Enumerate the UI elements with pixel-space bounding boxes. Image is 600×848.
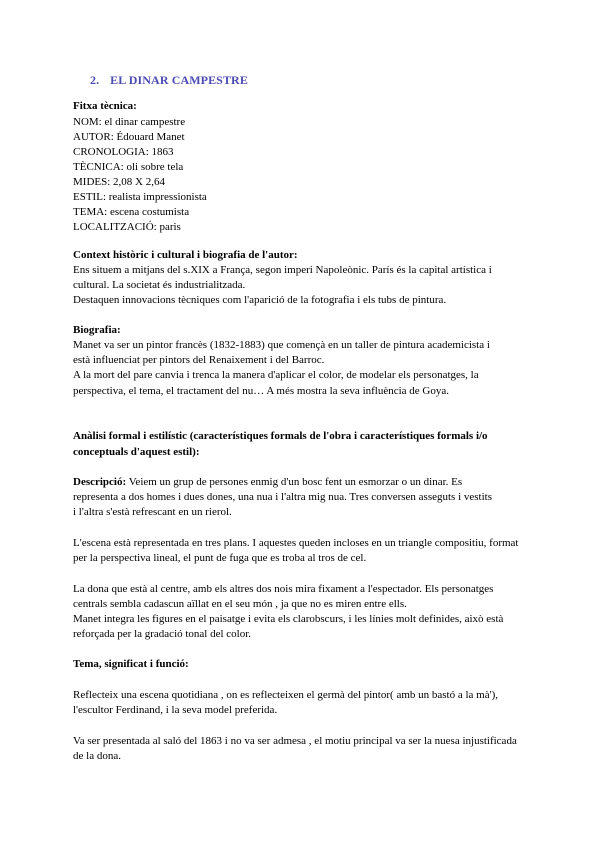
biografia-line: Manet va ser un pintor francès (1832-1883) que començà en un taller de pintura academicista i bbox=[73, 339, 490, 351]
biografia-title: Biografia: bbox=[73, 324, 121, 336]
biografia-line: A la mort del pare canvia i trenca la manera d'aplicar el color, de modelar els personatges, la bbox=[73, 369, 479, 381]
biografia-line: perspectiva, el tema, el tractament del nu… A més mostra la seva influència de Goya. bbox=[73, 385, 450, 397]
fitxa-tecnica: TÈCNICA: oli sobre tela bbox=[73, 161, 184, 173]
dona-line: reforçada per la gradació tonal del color. bbox=[73, 628, 252, 640]
salo-line: de la dona. bbox=[73, 750, 121, 762]
fitxa-estil: ESTIL: realista impressionista bbox=[73, 191, 207, 203]
dona-line: La dona que està al centre, amb els altres dos nois mira fixament a l'espectador. Els personatges bbox=[73, 583, 494, 595]
analisi-title-line: Anàlisi formal i estilístic (característiques formals de l'obra i característiques formals i/o bbox=[73, 430, 488, 442]
dona-line: Manet integra les figures en el paisatge i evita els clarobscurs, i les línies molt definides, això està bbox=[73, 613, 504, 625]
reflecteix-line: Reflecteix una escena quotidiana , on es reflecteixen el germà del pintor( amb un bastó a la mà'), bbox=[73, 689, 499, 701]
fitxa-tema: TEMA: escena costumista bbox=[73, 206, 190, 218]
context-line: Destaquen innovacions tècniques com l'aparició de la fotografia i els tubs de pintura. bbox=[73, 294, 447, 306]
escena-line: per la perspectiva lineal, el punt de fuga que es troba al tros de cel. bbox=[73, 552, 367, 564]
fitxa-mides: MIDES: 2,08 X 2,64 bbox=[73, 176, 165, 188]
context-title: Context històric i cultural i biografia de l'autor: bbox=[73, 249, 298, 261]
salo-line: Va ser presentada al saló del 1863 i no va ser admesa , el motiu principal va ser la nuesa injustificada bbox=[73, 735, 517, 747]
descripcio-first-line bbox=[73, 475, 462, 490]
descripcio-line: representa a dos homes i dues dones, una nua i l'altra mig nua. Tres conversen asseguts i vestits bbox=[73, 491, 492, 503]
context-line: Ens situem a mitjans del s.XIX a França, segon imperi Napoleònic. París és la capital artística i bbox=[73, 264, 492, 276]
heading-title: EL DINAR CAMPESTRE bbox=[110, 73, 248, 87]
reflecteix-line: l'escultor Ferdinand, i la seva model preferida. bbox=[73, 704, 278, 716]
descripcio-text: Veiem un grup de persones enmig d'un bosc fent un esmorzar o un dinar. Es bbox=[126, 476, 463, 488]
heading-number: 2. bbox=[90, 73, 100, 87]
descripcio-line: i l'altra s'està refrescant en un rierol. bbox=[73, 506, 232, 518]
section-heading bbox=[90, 73, 248, 88]
fitxa-cronologia: CRONOLOGIA: 1863 bbox=[73, 146, 174, 158]
analisi-title-line: conceptuals d'aquest estil): bbox=[73, 446, 200, 458]
context-line: cultural. La societat és industrialitzada. bbox=[73, 279, 246, 291]
fitxa-localitzacio: LOCALITZACIÓ: paris bbox=[73, 221, 181, 233]
fitxa-title: Fitxa tècnica: bbox=[73, 100, 137, 112]
fitxa-nom: NOM: el dinar campestre bbox=[73, 116, 186, 128]
fitxa-autor: AUTOR: Édouard Manet bbox=[73, 131, 185, 143]
escena-line: L'escena està representada en tres plans. I aquestes queden incloses en un triangle compositiu, format bbox=[73, 537, 519, 549]
descripcio-label: Descripció: bbox=[73, 476, 127, 488]
biografia-line: està influenciat per pintors del Renaixement i del Barroc. bbox=[73, 354, 325, 366]
dona-line: centrals sembla cadascun aïllat en el seu món , ja que no es miren entre ells. bbox=[73, 598, 407, 610]
tema-title: Tema, significat i funció: bbox=[73, 658, 189, 670]
